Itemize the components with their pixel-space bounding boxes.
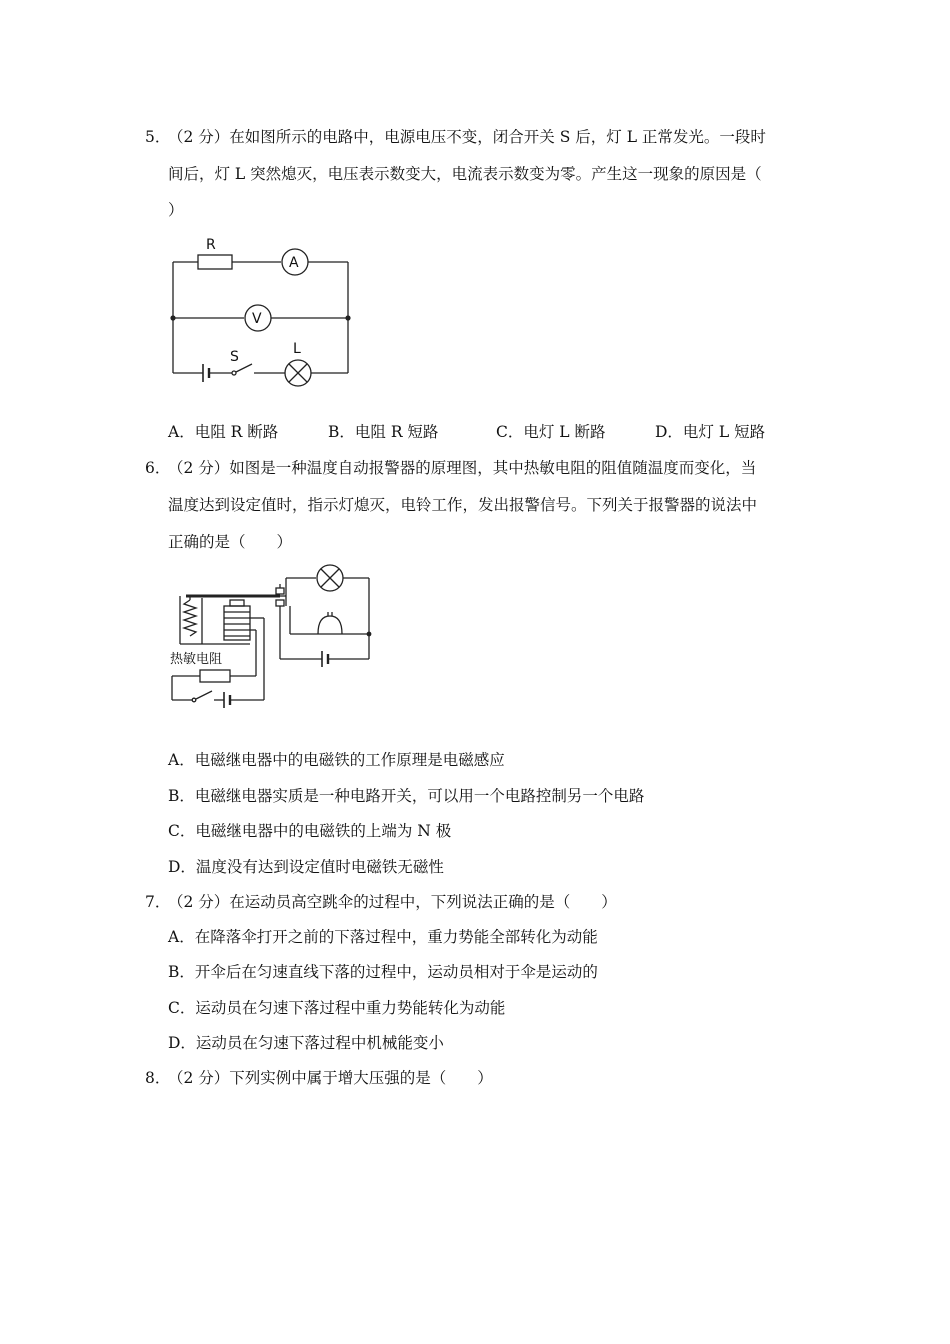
q7-option-d: D．运动员在匀速下落过程中机械能变小 [168, 1034, 444, 1052]
q6-option-b: B．电磁继电器实质是一种电路开关，可以用一个电路控制另一个电路 [168, 787, 645, 805]
q6-text-line2: 温度达到设定值时，指示灯熄灭，电铃工作，发出报警信号。下列关于报警器的说法中 [168, 496, 758, 514]
thermistor-symbol [200, 670, 230, 682]
q5-number: 5． [145, 128, 171, 146]
label-l: L [293, 341, 301, 357]
q6-option-a: A．电磁继电器中的电磁铁的工作原理是电磁感应 [168, 751, 505, 769]
electromagnet-coil-symbol [224, 606, 250, 640]
q7-option-c: C．运动员在匀速下落过程中重力势能转化为动能 [168, 999, 506, 1017]
q8-number: 8． [145, 1069, 171, 1087]
q5-option-c: C．电灯 L 断路 [496, 423, 606, 441]
q5-option-d: D．电灯 L 短路 [655, 423, 766, 441]
q5-text-line1: （2 分）在如图所示的电路中，电源电压不变，闭合开关 S 后，灯 L 正常发光。一段时 [168, 128, 766, 146]
resistor-r-symbol [198, 255, 232, 269]
q6-alarm-circuit-diagram [160, 560, 380, 710]
q7-text-line1: （2 分）在运动员高空跳伞的过程中，下列说法正确的是（ ） [168, 893, 617, 911]
q5-text-line3: ） [168, 201, 184, 219]
switch-s-symbol [232, 371, 236, 375]
alarm-bell-symbol [318, 616, 342, 634]
q6-option-d: D．温度没有达到设定值时电磁铁无磁性 [168, 858, 444, 876]
q5-option-b: B．电阻 R 短路 [328, 423, 439, 441]
label-a: A [289, 255, 299, 271]
label-v: V [252, 311, 262, 327]
q6-number: 6． [145, 459, 171, 477]
spring-symbol [184, 600, 196, 636]
q5-circuit-diagram [160, 230, 370, 390]
q5-text-line2: 间后，灯 L 突然熄灭，电压表示数变大，电流表示数变为零。产生这一现象的原因是（ [168, 165, 762, 183]
q7-option-a: A．在降落伞打开之前的下落过程中，重力势能全部转化为动能 [168, 928, 598, 946]
q7-option-b: B．开伞后在匀速直线下落的过程中，运动员相对于伞是运动的 [168, 963, 598, 981]
label-r: R [206, 237, 216, 253]
q7-number: 7． [145, 893, 171, 911]
q6-text-line3: 正确的是（ ） [168, 533, 293, 551]
q6-option-c: C．电磁继电器中的电磁铁的上端为 N 极 [168, 822, 452, 840]
label-s: S [230, 349, 239, 365]
label-thermistor: 热敏电阻 [170, 652, 223, 667]
q5-option-a: A．电阻 R 断路 [168, 423, 279, 441]
q8-text-line1: （2 分）下列实例中属于增大压强的是（ ） [168, 1069, 493, 1087]
q6-text-line1: （2 分）如图是一种温度自动报警器的原理图，其中热敏电阻的阻值随温度而变化，当 [168, 459, 757, 477]
